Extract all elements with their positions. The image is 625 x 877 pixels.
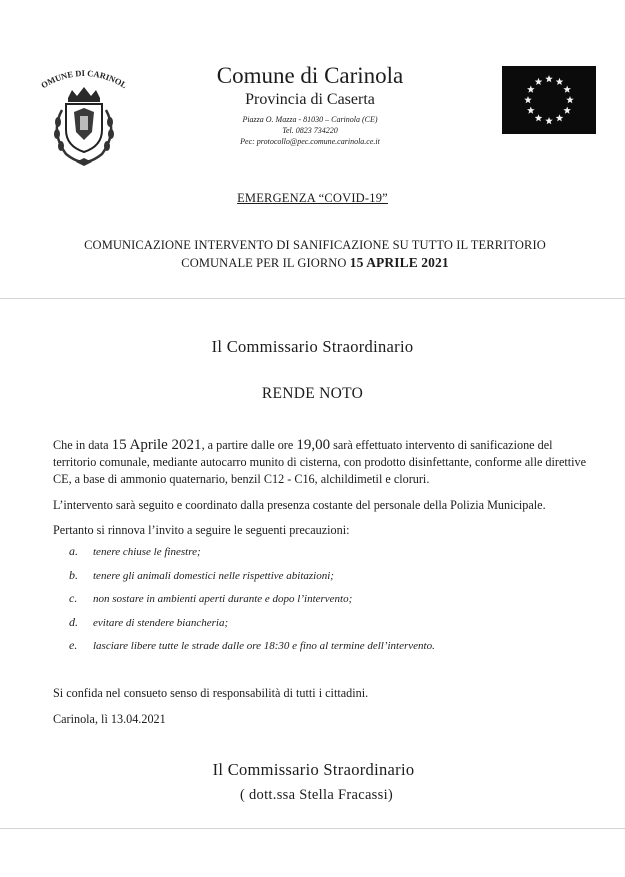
crest-lettering: OMUNE DI CARINOL — [39, 67, 129, 91]
eu-flag — [502, 66, 596, 134]
list-item — [69, 638, 589, 662]
list-item — [69, 544, 589, 568]
rende-noto-heading: RENDE NOTO — [261, 385, 364, 402]
communication-title-line2-text: COMUNALE PER IL GIORNO — [181, 256, 350, 270]
scan-divider — [0, 828, 625, 829]
paragraph-intervention — [53, 437, 593, 488]
closing-line: Si confida nel consueto senso di responsabilità di tutti i cittadini. — [53, 686, 369, 700]
intervention-time: 19,00 — [296, 437, 331, 453]
eu-flag-icon — [502, 66, 596, 134]
list-item — [69, 615, 589, 639]
date-line: Carinola, lì 13.04.2021 — [53, 712, 166, 726]
letterhead — [150, 62, 470, 147]
phone: Tel. 0823 734220 — [282, 126, 338, 135]
list-marker: c. — [69, 591, 78, 605]
pec-email: Pec: protocollo@pec.comune.carinola.ce.it — [240, 137, 380, 146]
paragraph-precautions-intro: Pertanto si rinnova l’invito a seguire le seguenti precauzioni: — [53, 523, 350, 537]
communication-title — [30, 237, 600, 272]
list-item-text: lasciare libere tutte le strade dalle ore 18:30 e fino al termine dell’intervento. — [93, 640, 435, 652]
signature-name: ( dott.ssa Stella Fracassi) — [239, 787, 394, 803]
list-marker: d. — [69, 614, 78, 629]
list-item — [69, 568, 589, 592]
comune-title: Comune di Carinola — [216, 63, 404, 88]
p1-start: Che in data — [53, 438, 112, 452]
crest-icon — [36, 62, 132, 170]
signature-title: Il Commissario Straordinario — [212, 760, 415, 779]
provincia-subtitle: Provincia di Caserta — [245, 91, 375, 108]
list-item-text: tenere chiuse le finestre; — [93, 546, 201, 558]
p1-end: sarà effettuato intervento di sanificazione del territorio comunale, mediante autocarro munito di cisterna, con prodotto disinfettante, conforme alle direttive CE, a base di ammonio quaternario, benzil C12 - C16, alchildimetil e cloruri. — [53, 438, 587, 486]
list-item-text: non sostare in ambienti aperti durante e dopo l’intervento; — [93, 593, 353, 605]
municipal-crest — [36, 62, 132, 170]
precautions-list — [69, 544, 589, 662]
intervention-date: 15 Aprile 2021 — [111, 437, 202, 453]
list-item-text: tenere gli animali domestici nelle rispettive abitazioni; — [93, 569, 334, 582]
address: Piazza O. Mazza - 81030 – Carinola (CE) — [242, 115, 378, 124]
list-marker: e. — [69, 638, 78, 652]
p1-mid: , a partire dalle ore — [201, 438, 297, 452]
communication-title-line1: COMUNICAZIONE INTERVENTO DI SANIFICAZIONE SU TUTTO IL TERRITORIO — [84, 238, 546, 252]
list-marker: a. — [69, 544, 78, 558]
scan-divider — [0, 298, 625, 299]
commissario-heading: Il Commissario Straordinario — [211, 337, 414, 356]
emergency-title: EMERGENZA “COVID-19” — [237, 191, 388, 205]
paragraph-police: L’intervento sarà seguito e coordinato dalla presenza costante del personale della Polizia Municipale. — [53, 498, 546, 512]
list-item-text: evitare di stendere biancheria; — [93, 616, 229, 629]
list-marker: b. — [69, 567, 78, 582]
communication-date: 15 APRILE 2021 — [349, 255, 449, 270]
list-item — [69, 591, 589, 615]
communication-title-line2 — [30, 254, 600, 272]
notice-body — [53, 437, 593, 539]
